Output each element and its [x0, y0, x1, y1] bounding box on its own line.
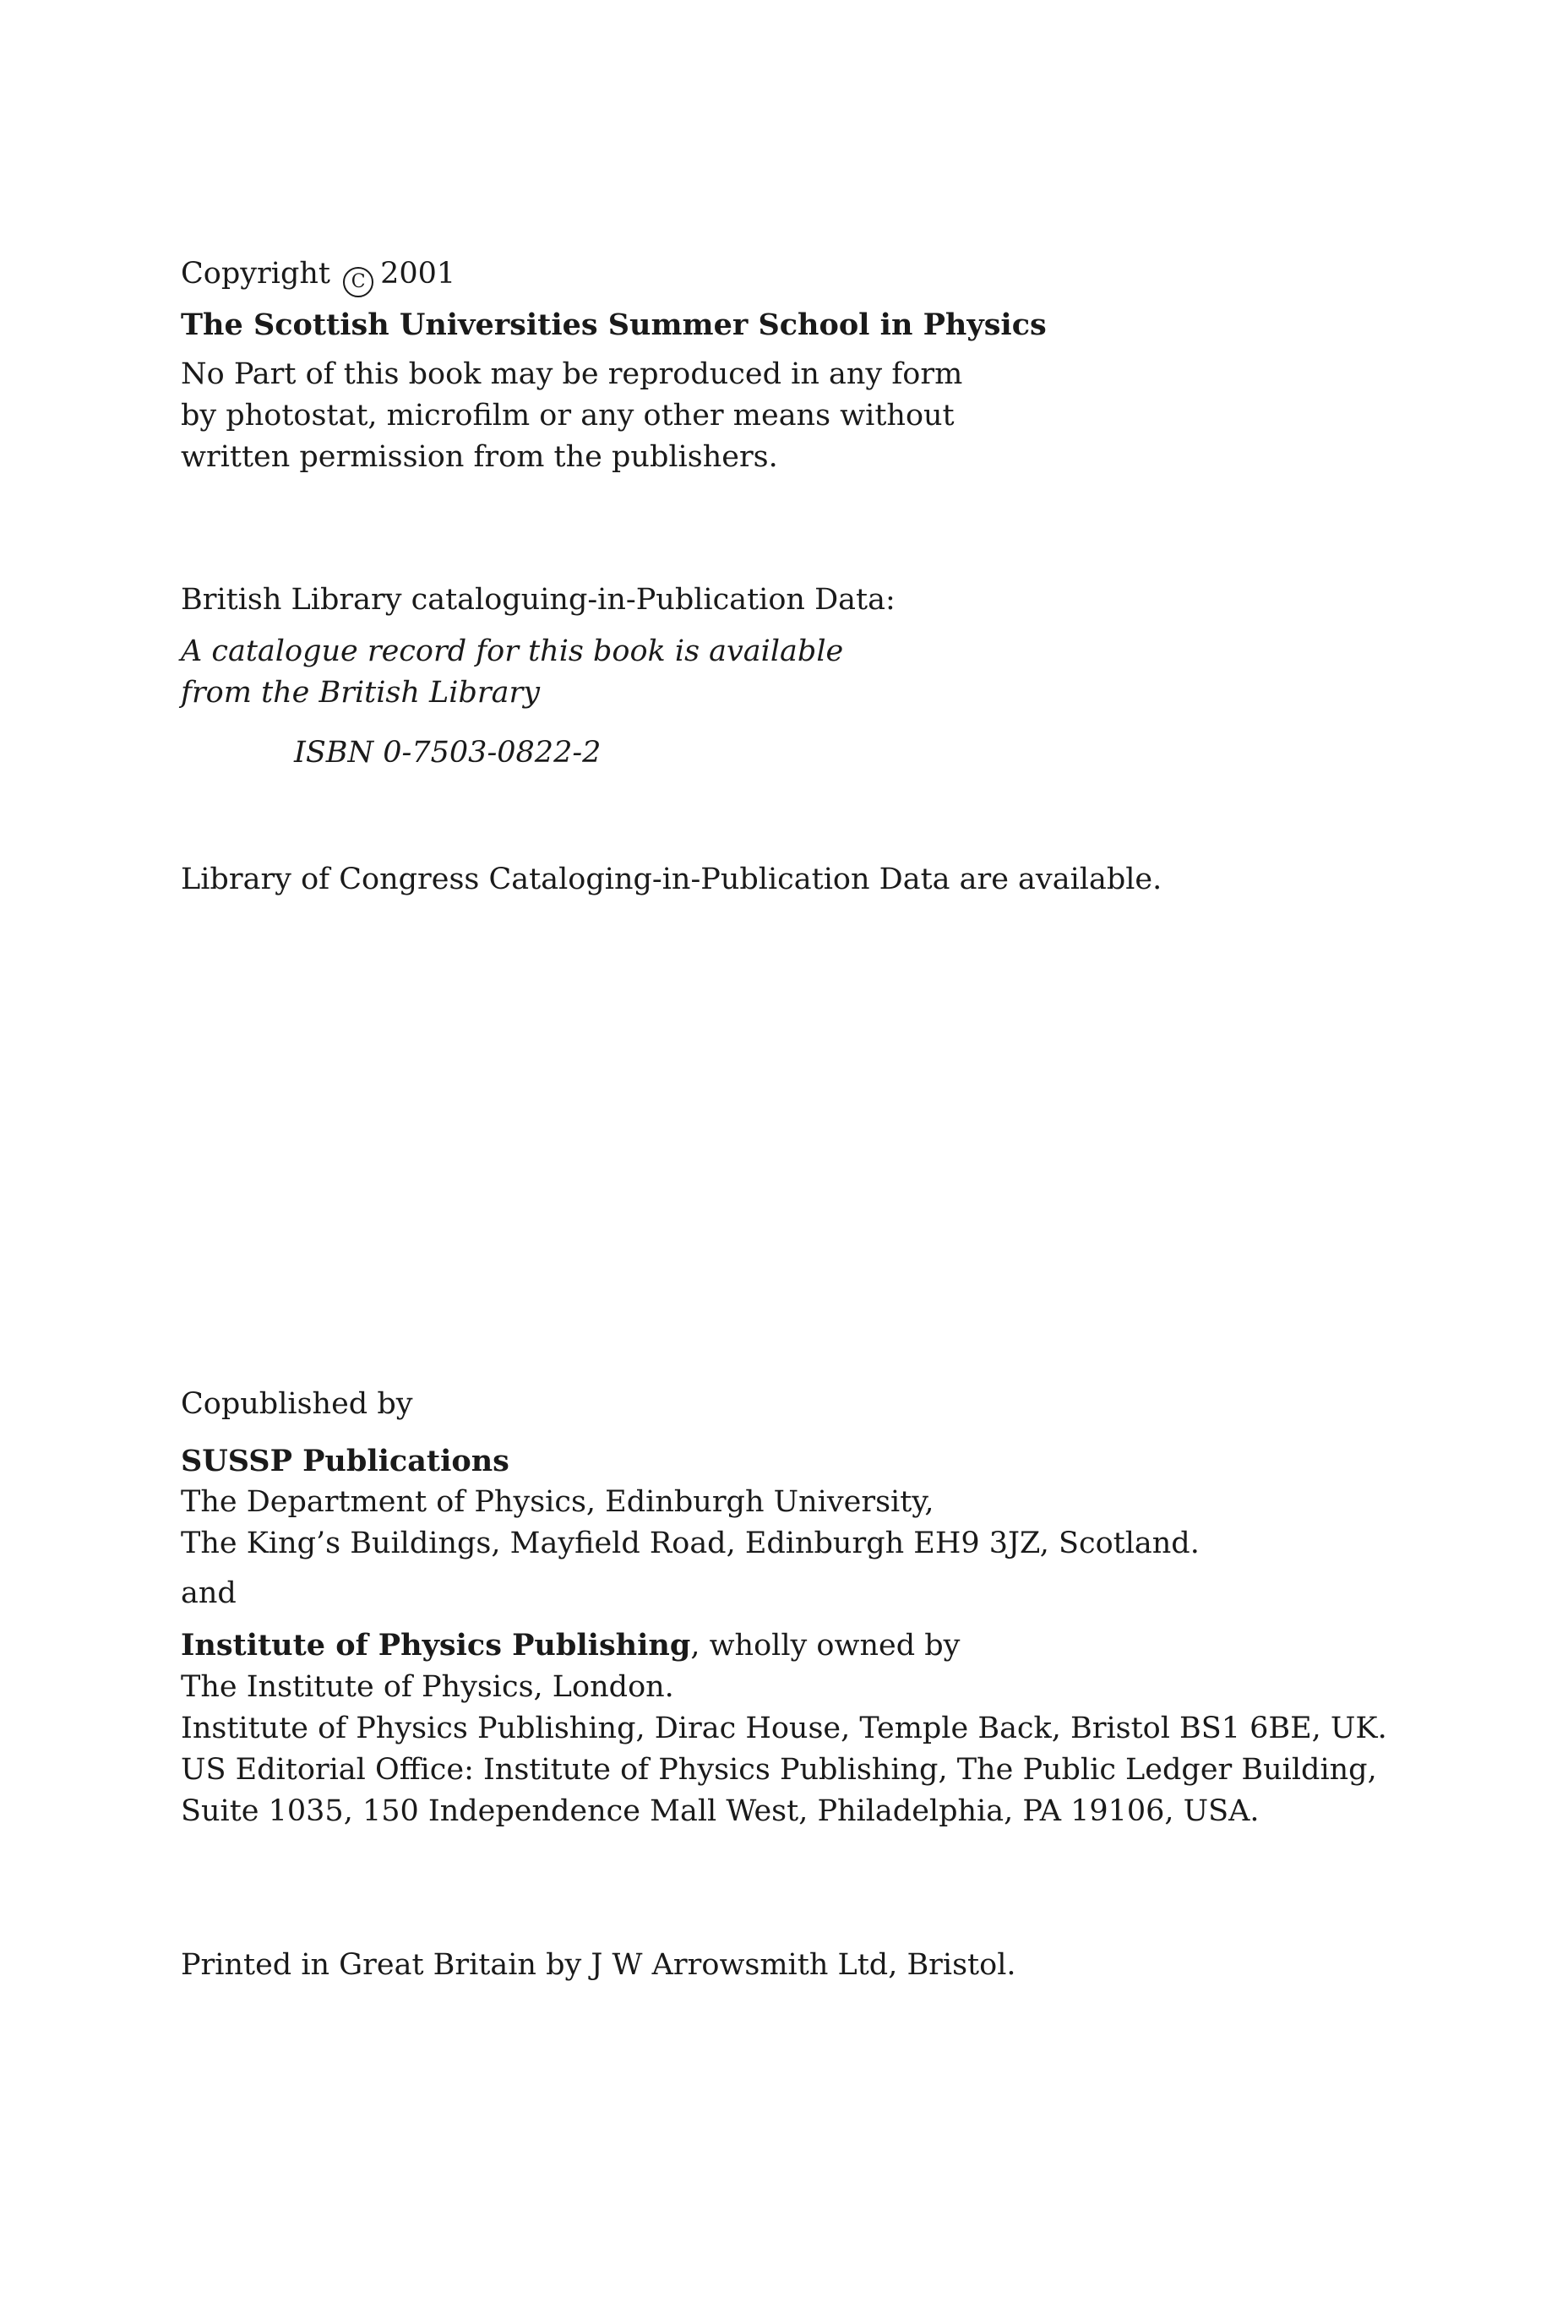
british-library-cip-section: [181, 580, 1448, 774]
copyright-symbol-icon: C: [343, 267, 373, 297]
iop-address-line: US Editorial Office: Institute of Physics Publishing, The Public Ledger Building,: [181, 1753, 1377, 1787]
copyright-line: [181, 253, 1448, 297]
sussp-publisher-name: SUSSP Publications: [181, 1444, 509, 1478]
rights-statement: [181, 354, 1448, 478]
library-of-congress-note: Library of Congress Cataloging-in-Publication Data are available.: [181, 863, 1162, 896]
iop-name-line: [181, 1625, 1448, 1667]
british-library-heading: British Library cataloguing-in-Publication Data:: [181, 583, 896, 617]
copyright-label: Copyright: [181, 257, 330, 291]
iop-publisher-name: Institute of Physics Publishing: [181, 1628, 691, 1663]
copyright-section: [181, 253, 1448, 478]
catalogue-note: [181, 631, 1448, 714]
copublishers-section: [181, 1384, 1448, 1832]
iop-publisher: [181, 1625, 1448, 1832]
library-of-congress-section: [181, 859, 1448, 901]
printer-note: Printed in Great Britain by J W Arrowsmith Ltd, Bristol.: [181, 1948, 1016, 1982]
iop-name-suffix: , wholly owned by: [690, 1629, 961, 1663]
iop-address-line: Suite 1035, 150 Independence Mall West, Philadelphia, PA 19106, USA.: [181, 1794, 1260, 1828]
rights-line: by photostat, microfilm or any other means without: [181, 399, 955, 433]
catalogue-note-line: from the British Library: [181, 676, 540, 710]
rights-line: written permission from the publishers.: [181, 440, 778, 474]
iop-address-line: The Institute of Physics, London.: [181, 1670, 674, 1704]
copyright-holder: The Scottish Universities Summer School in Physics: [181, 308, 1047, 342]
iop-address-line: Institute of Physics Publishing, Dirac House, Temple Back, Bristol BS1 6BE, UK.: [181, 1712, 1387, 1745]
and-conjunction: and: [181, 1576, 237, 1610]
catalogue-note-line: A catalogue record for this book is available: [181, 634, 844, 668]
copyright-year: 2001: [380, 257, 456, 291]
printer-section: [181, 1945, 1448, 1986]
sussp-address-line: The King’s Buildings, Mayfield Road, Edinburgh EH9 3JZ, Scotland.: [181, 1527, 1200, 1560]
copublished-by-intro: Copublished by: [181, 1387, 413, 1421]
sussp-address-line: The Department of Physics, Edinburgh University,: [181, 1485, 934, 1519]
isbn: ISBN 0-7503-0822-2: [294, 736, 602, 770]
rights-line: No Part of this book may be reproduced in any form: [181, 357, 963, 391]
